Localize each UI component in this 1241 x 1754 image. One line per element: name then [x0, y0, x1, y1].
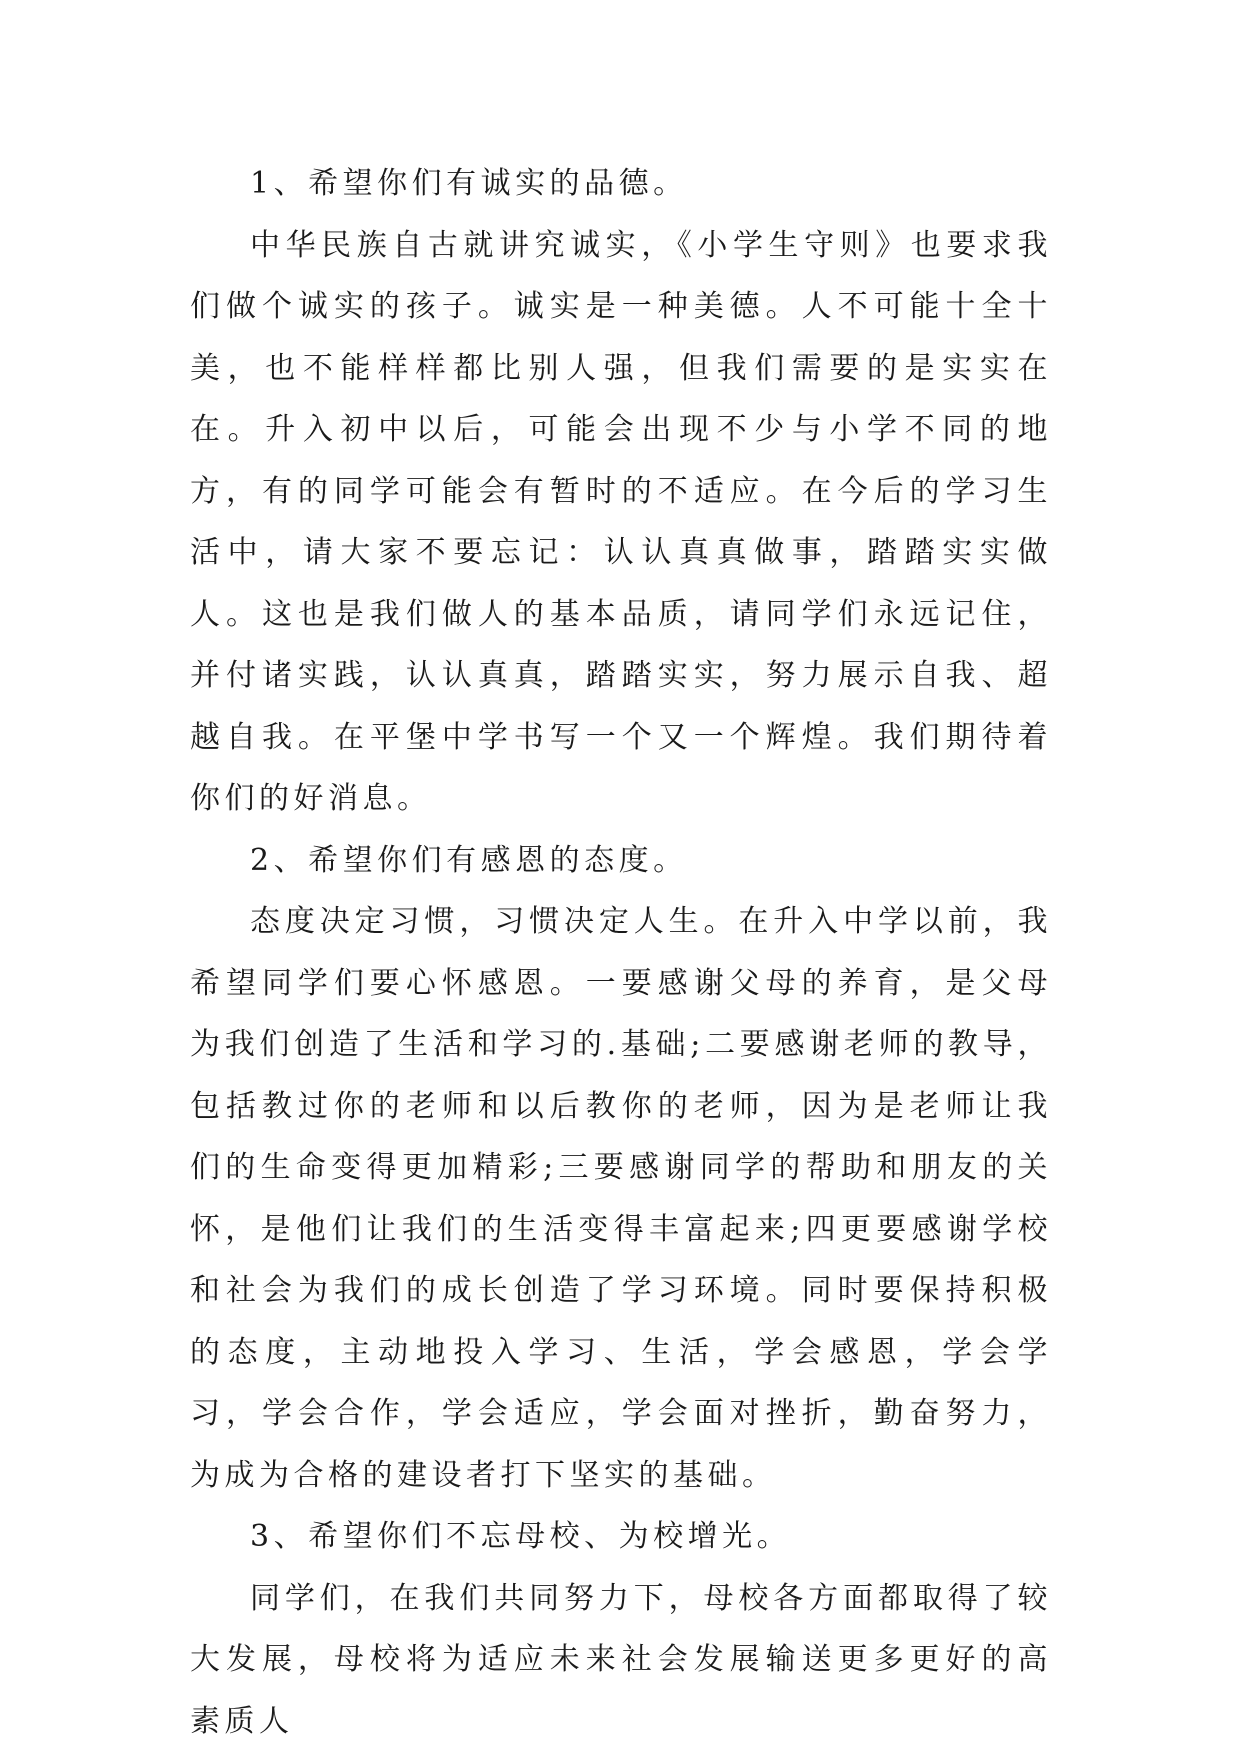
heading-honesty: 1、希望你们有诚实的品德。 — [250, 166, 688, 201]
paragraph-alma-mater: 同学们，在我们共同努力下，母校各方面都取得了较大发展，母校将为适应未来社会发展输送更多更好的高素质人 — [190, 1580, 1052, 1739]
heading-gratitude: 2、希望你们有感恩的态度。 — [250, 842, 688, 878]
paragraph-honesty: 中华民族自古就讲究诚实，《小学生守则》也要求我们做个诚实的孩子。诚实是一种美德。人不可能十全十美，也不能样样都比别人强，但我们需要的是实实在在。升入初中以后，可能会出现不少与小学不同的地方，有的同学可能会有暂时的不适应。在今后的学习生活中，请大家不要忘记：认认真真做事，踏踏实实做人。这也是我们做人的基本品质，请同学们永远记住，并付诸实践，认认真真，踏踏实实，努力展示自我、超越自我。在平堡中学书写一个又一个辉煌。我们期待着你们的好消息。 — [190, 227, 1052, 816]
heading-alma-mater: 3、希望你们不忘母校、为校增光。 — [250, 1519, 792, 1554]
paragraph-gratitude: 态度决定习惯，习惯决定人生。在升入中学以前，我希望同学们要心怀感恩。一要感谢父母的养育，是父母为我们创造了生活和学习的.基础;二要感谢老师的教导，包括教过你的老师和以后教你的老师，因为是老师让我们的生命变得更加精彩;三要感谢同学的帮助和朋友的关怀，是他们让我们的生活变得丰富起来;四更要感谢学校和社会为我们的成长创造了学习环境。同时要保持积极的态度，主动地投入学习、生活，学会感恩，学会学习，学会合作，学会适应，学会面对挫折，勤奋努力，为成为合格的建设者打下坚实的基础。 — [190, 904, 1052, 1493]
document-body — [190, 153, 1052, 1752]
